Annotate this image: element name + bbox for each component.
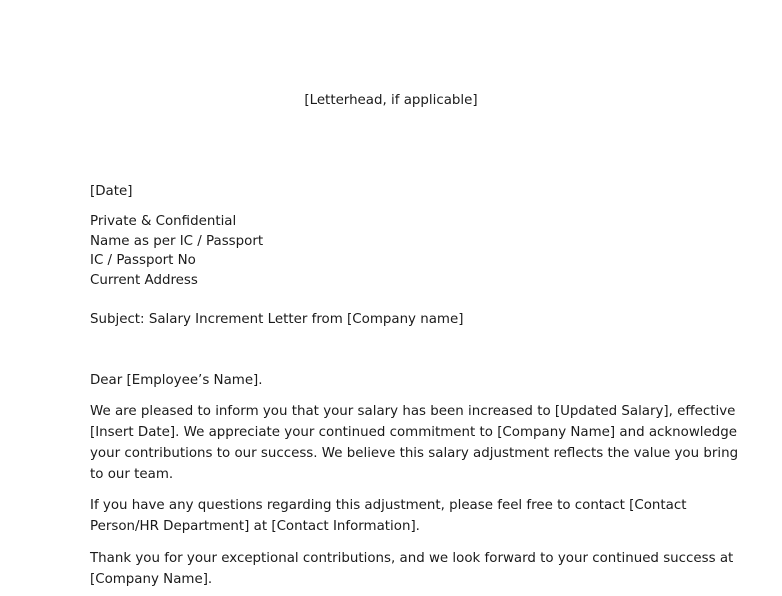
letter-date: [Date] [90, 184, 133, 199]
paragraph-line: your contributions to our success. We believe this salary adjustment reflects the value you bring [90, 446, 739, 461]
letter-salutation: Dear [Employee’s Name]. [90, 373, 263, 388]
paragraph-line: [Insert Date]. We appreciate your continued commitment to [Company Name] and acknowledge [90, 425, 737, 440]
paragraph-line: If you have any questions regarding this adjustment, please feel free to contact [Contact [90, 498, 687, 513]
letterhead-placeholder: [Letterhead, if applicable] [304, 93, 478, 108]
address-line-confidential: Private & Confidential [90, 214, 237, 229]
paragraph-line: to our team. [90, 467, 174, 482]
address-line-name: Name as per IC / Passport [90, 233, 264, 249]
paragraph-line: We are pleased to inform you that your salary has been increased to [Updated Salary], effective [90, 404, 736, 419]
recipient-address-block [90, 212, 710, 291]
letter-subject: Subject: Salary Increment Letter from [Company name] [90, 312, 464, 327]
address-line-current-address: Current Address [90, 273, 198, 289]
body-paragraph-thanks [90, 548, 734, 590]
address-line-ic-passport: IC / Passport No [90, 253, 196, 269]
paragraph-line: Person/HR Department] at [Contact Information]. [90, 519, 420, 534]
paragraph-line: Thank you for your exceptional contributions, and we look forward to your continued success at [90, 551, 734, 566]
paragraph-line: [Company Name]. [90, 572, 213, 587]
body-paragraph-questions [90, 495, 710, 537]
body-paragraph-increase [90, 401, 739, 485]
